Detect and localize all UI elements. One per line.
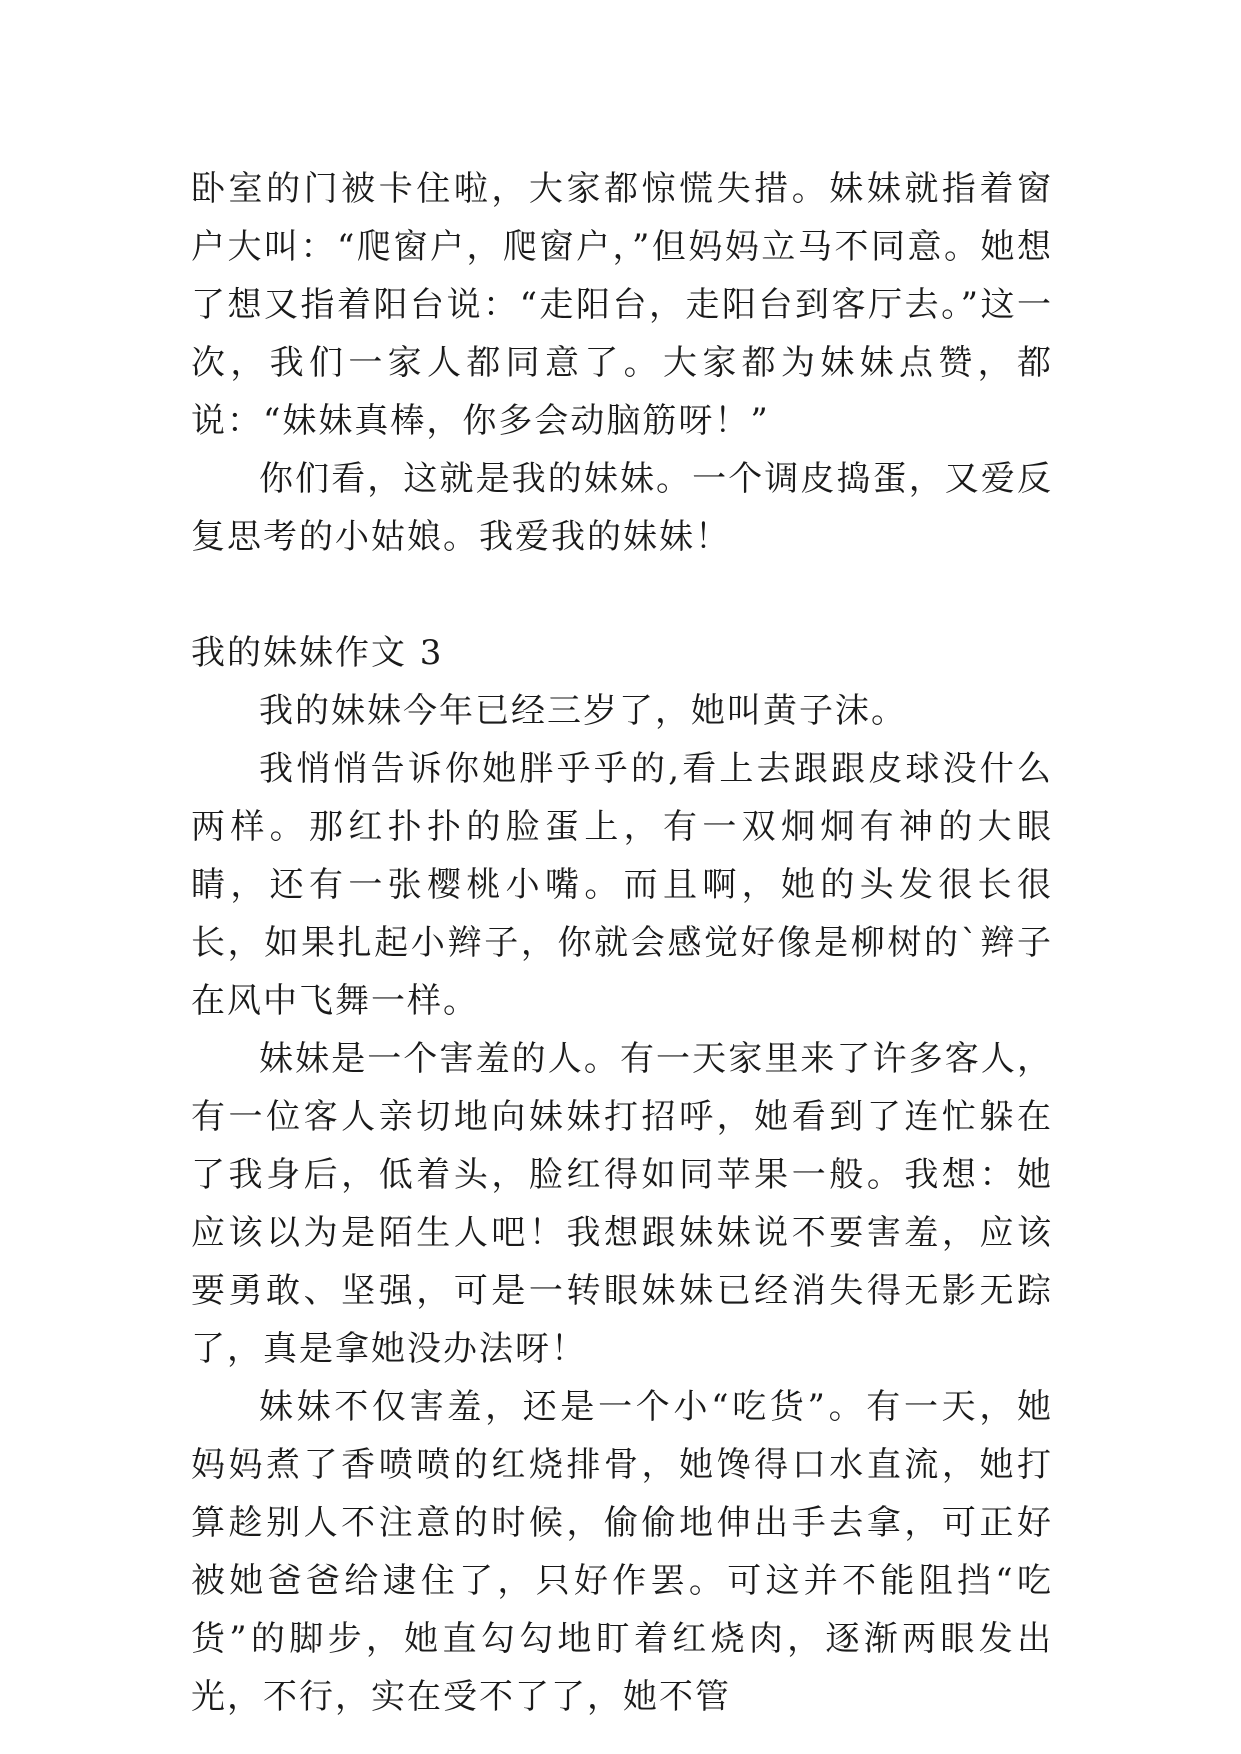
section-title: 我的妹妹作文 3 [191, 633, 444, 673]
paragraph-conclusion: 你们看，这就是我的妹妹。一个调皮捣蛋，又爱反复思考的小姑娘。我爱我的妹妹！ [191, 459, 1053, 557]
paragraph-door-stuck: 卧室的门被卡住啦，大家都惊慌失措。妹妹就指着窗户大叫：“爬窗户，爬窗户，”但妈妈立马不同意。她想了想又指着阳台说：“走阳台，走阳台到客厅去。”这一次，我们一家人都同意了。大家都为妹妹点赞，都说：“妹妹真棒，你多会动脑筋呀！” [191, 169, 1053, 441]
paragraph-appearance: 我悄悄告诉你她胖乎乎的,看上去跟跟皮球没什么两样。那红扑扑的脸蛋上，有一双炯炯有神的大眼睛，还有一张樱桃小嘴。而且啊，她的头发很长很长，如果扎起小辫子，你就会感觉好像是柳树的`辫子在风中飞舞一样。 [191, 749, 1053, 1021]
section-spacer [191, 566, 1053, 624]
paragraph-foodie: 妹妹不仅害羞，还是一个小“吃货”。有一天，她妈妈煮了香喷喷的红烧排骨，她馋得口水直流，她打算趁别人不注意的时候，偷偷地伸出手去拿，可正好被她爸爸给逮住了，只好作罢。可这并不能阻挡“吃货”的脚步，她直勾勾地盯着红烧肉，逐渐两眼发出光，不行，实在受不了了，她不管 [191, 1387, 1053, 1717]
paragraph-shy: 妹妹是一个害羞的人。有一天家里来了许多客人，有一位客人亲切地向妹妹打招呼，她看到了连忙躲在了我身后，低着头，脸红得如同苹果一般。我想：她应该以为是陌生人吧！我想跟妹妹说不要害羞，应该要勇敢、坚强，可是一转眼妹妹已经消失得无影无踪了，真是拿她没办法呀！ [191, 1039, 1053, 1369]
paragraph-intro: 我的妹妹今年已经三岁了，她叫黄子沫。 [259, 691, 907, 731]
document-body [191, 160, 1053, 1726]
